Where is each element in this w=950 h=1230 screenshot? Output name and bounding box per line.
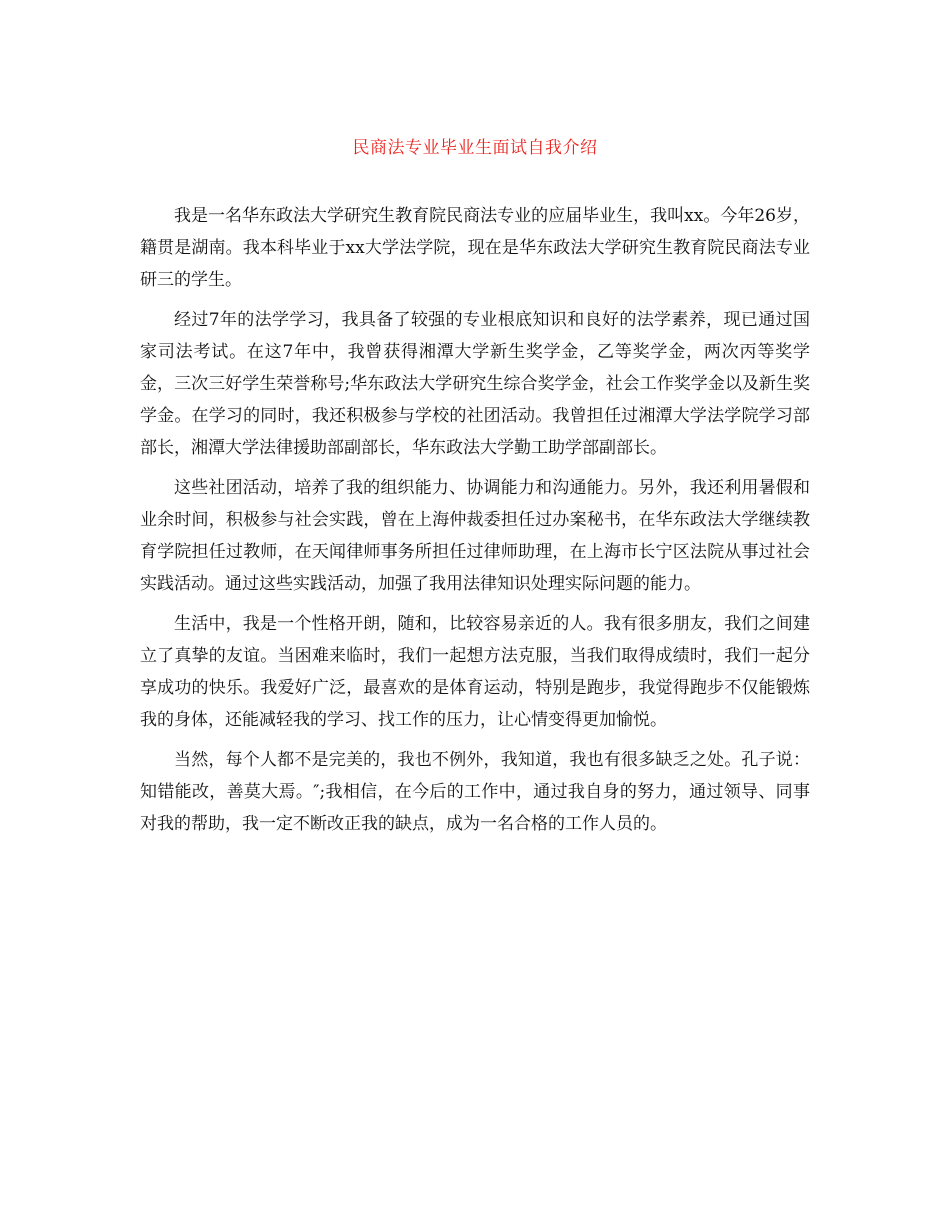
paragraph-education-awards: 经过7年的法学学习，我具备了较强的专业根底知识和良好的法学素养，现已通过国家司法考试。在这7年中，我曾获得湘潭大学新生奖学金，乙等奖学金，两次丙等奖学金，三次三好学生荣誉称号;华东政法大学研究生综合奖学金，社会工作奖学金以及新生奖学金。在学习的同时，我还积极参与学校的社团活动。我曾担任过湘潭大学法学院学习部部长，湘潭大学法律援助部副部长，华东政法大学勤工助学部副部长。	[140, 310, 810, 458]
paragraph-practice-experience: 这些社团活动，培养了我的组织能力、协调能力和沟通能力。另外，我还利用暑假和业余时间，积极参与社会实践，曾在上海仲裁委担任过办案秘书，在华东政法大学继续教育学院担任过教师，在天闻律师事务所担任过律师助理，在上海市长宁区法院从事过社会实践活动。通过这些实践活动，加强了我用法律知识处理实际问题的能力。	[140, 478, 810, 594]
paragraph-intro: 我是一名华东政法大学研究生教育院民商法专业的应届毕业生，我叫xx。今年26岁，籍贯是湖南。我本科毕业于xx大学法学院，现在是华东政法大学研究生教育院民商法专业研三的学生。	[140, 206, 810, 290]
paragraph-personality: 生活中，我是一个性格开朗，随和，比较容易亲近的人。我有很多朋友，我们之间建立了真挚的友谊。当困难来临时，我们一起想方法克服，当我们取得成绩时，我们一起分享成功的快乐。我爱好广泛，最喜欢的是体育运动，特别是跑步，我觉得跑步不仅能锻炼我的身体，还能减轻我的学习、找工作的压力，让心情变得更加愉悦。	[140, 614, 810, 730]
document-body	[140, 200, 810, 848]
document-title: 民商法专业毕业生面试自我介绍	[352, 138, 598, 158]
paragraph-conclusion: 当然，每个人都不是完美的，我也不例外，我知道，我也有很多缺乏之处。孔子说：知错能改，善莫大焉。″;我相信，在今后的工作中，通过我自身的努力，通过领导、同事对我的帮助，我一定不断改正我的缺点，成为一名合格的工作人员的。	[140, 750, 810, 834]
